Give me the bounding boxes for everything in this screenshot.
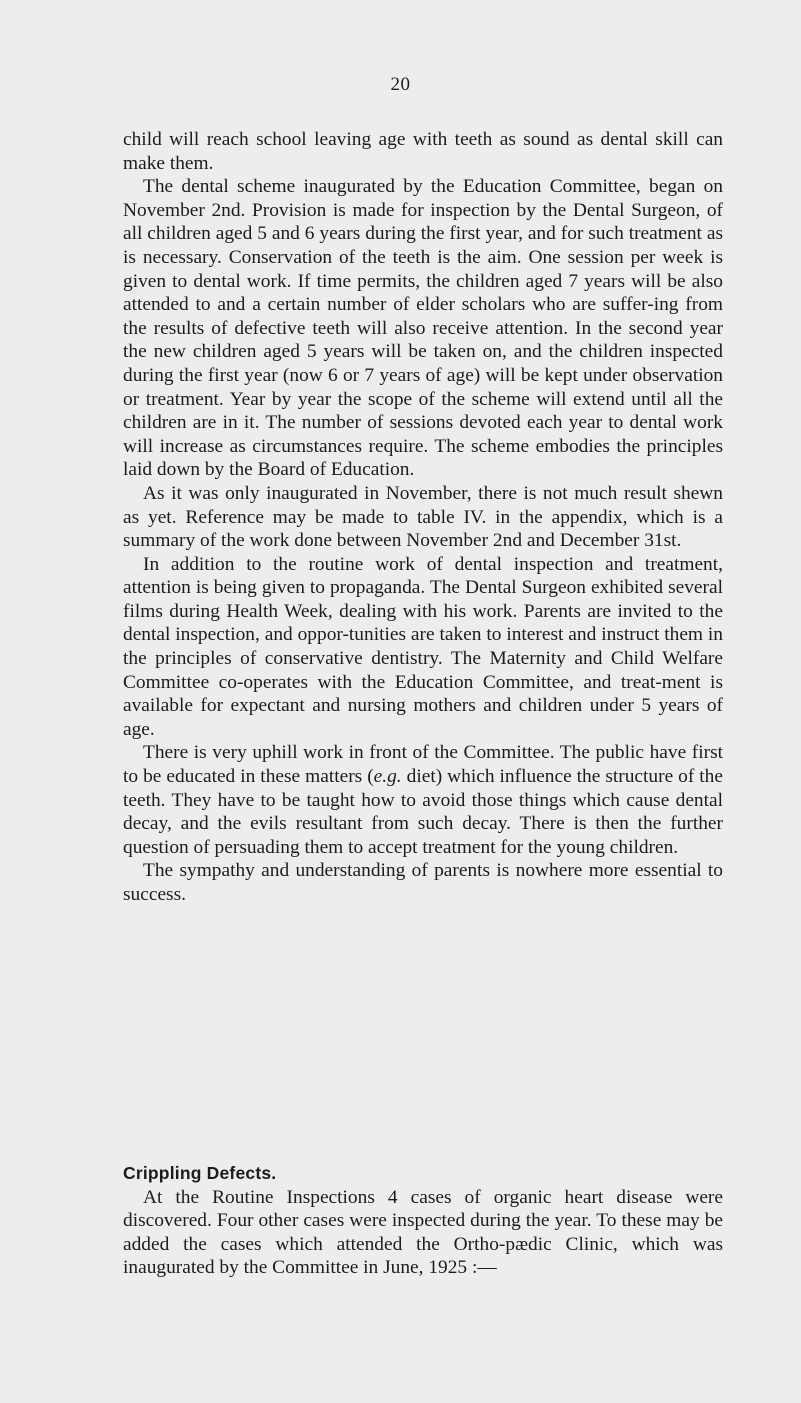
text-segment: At the Routine Inspections 4 cases of organic heart disease were discovered. Four other cases were inspected during the year. To these may be added the cases which attended the Ortho- xyxy=(123,1186,723,1255)
paragraph-results: As it was only inaugurated in November, there is not much result shewn as yet. Reference may be made to table IV. in the appendix, which is a summary of the work done between November 2nd and December 31st. xyxy=(123,482,723,552)
paragraph-crippling-defects xyxy=(123,1186,723,1280)
dental-section xyxy=(123,128,723,907)
text-segment: tunities are taken to interest and instruct them in the principles of conservative dentistry. The Maternity and Child Welfare Committee co-operates with the Education Committee, and treat- xyxy=(123,624,723,693)
italic-eg: e.g. xyxy=(373,766,402,788)
text-segment: There is very uphill work in front of the Committee. The public have first to be educated in these matters ( xyxy=(123,742,723,788)
paragraph-uphill-work xyxy=(123,741,723,859)
paragraph-continuation: child will reach school leaving age with teeth as sound as dental skill can make them. xyxy=(123,129,723,174)
text-segment: In addition to the routine work of dental inspection and treatment, attention is being given to propaganda. The Dental Surgeon exhibited several films during Health Week, dealing with his work. Parents are invited to the dental inspection, and oppor- xyxy=(123,553,723,646)
text-segment: The dental scheme inaugurated by the Education Committee, began on November 2nd. Provision is made for inspection by the Dental Surgeon, of all children aged 5 and 6 years during the first year, and for such treatment as is necessary. Conservation of the teeth is the aim. One session per week is given to dental work. If time permits, the children aged 7 years will be also attended to and a certain number of elder scholars who are suffer- xyxy=(123,176,723,316)
text-segment: diet) which influence the structure of the teeth. They have to be taught how to avoid those things which cause dental decay, and the evils resultant from such decay. There is then the further question of persuading them to accept treatment for the young children. xyxy=(123,766,723,858)
text-segment: ing from the results of defective teeth will also receive attention. In the second year the new children aged 5 years will be taken on, and the children inspected during the first year (now 6 or 7 years of age) will be kept under observation or treatment. Year by year the scope of the scheme will extend until all the children are in it. The number of sessions devoted each year to dental work will increase as circumstances require. The scheme embodies the principles laid down by the Board of Education. xyxy=(123,294,723,481)
section-heading: Crippling Defects. xyxy=(123,1163,277,1183)
text-segment: ment is available for expectant and nursing mothers and children under 5 years of age. xyxy=(123,671,723,740)
paragraph-dental-scheme xyxy=(123,175,723,482)
paragraph-sympathy: The sympathy and understanding of parents is nowhere more essential to success. xyxy=(123,860,723,905)
crippling-defects-section xyxy=(123,1162,723,1280)
text-segment: pædic Clinic, which was inaugurated by the Committee in June, 1925 :— xyxy=(123,1233,723,1279)
page-number: 20 xyxy=(390,74,411,95)
paragraph-propaganda xyxy=(123,553,723,742)
